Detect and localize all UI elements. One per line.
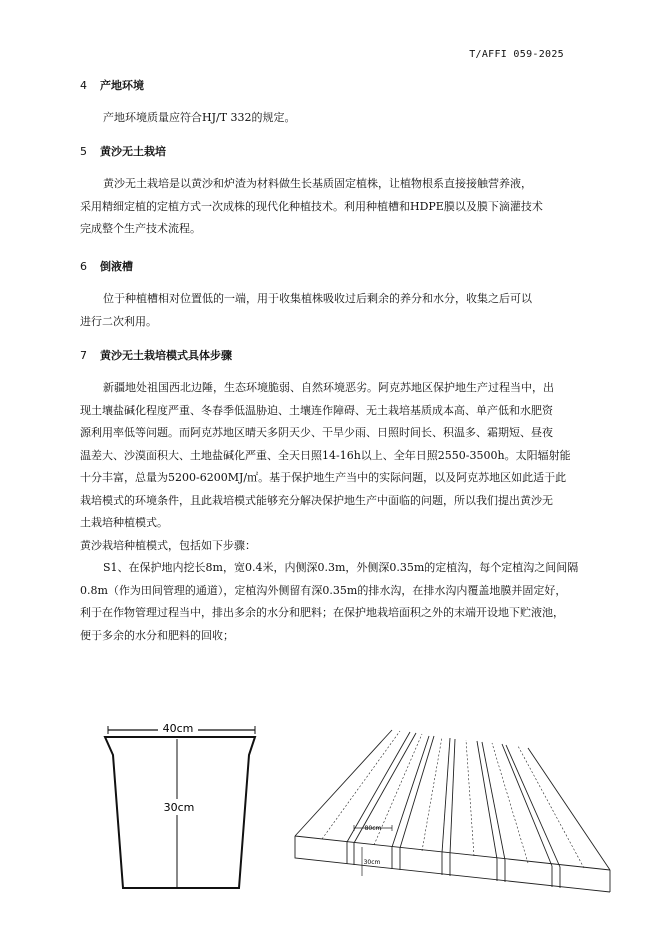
- steps-intro: 黄沙栽培种植模式，包括如下步骤：: [80, 538, 256, 552]
- step-s1: S1、在保护地内挖长8m，宽0.4米，内侧深0.3m，外侧深0.35m的定植沟，每个定植沟之间间隔: [103, 561, 579, 574]
- section-4-heading: 4 产地环境: [80, 79, 144, 92]
- section-5-text: 黄沙无土栽培是以黄沙和炉渣为材料做生长基质固定植株，让植物根系直接接触营养液， 采用精细定植的定植方式一次成株的现代化种植技术。利用种植槽和HDPE膜以及膜下滴灌技术 完成整个生产技术流程。: [80, 177, 543, 235]
- section-6-text: 位于种植槽相对位置低的一端，用于收集植株吸收过后剩余的养分和水分，收集之后可以 进行二次利用。: [80, 292, 532, 328]
- section-4-text: 产地环境质量应符合HJ/T 332的规定。: [103, 111, 296, 124]
- planting-trench-perspective-figure: [292, 726, 614, 896]
- trench-gap-label: 80cm: [364, 825, 382, 832]
- section-5-heading: 5 黄沙无土栽培: [80, 145, 166, 158]
- section-7-text: 新疆地处祖国西北边陲，生态环境脆弱、自然环境恶劣。阿克苏地区保护地生产过程当中，出 现土壤盐碱化程度严重、冬春季低温胁迫、土壤连作障碍、无土栽培基质成本高、单产低和水肥资 源利用率低等问题。而阿克苏地区晴天多阴天少、干旱少雨、日照时间长、积温多、霜期短、昼夜 温差大、沙漠面积大、土地盐碱化严重、全天日照14-16h以上、全年日照2550-3500h。太阳辐射能 十分丰富，总量为5200-6200MJ/㎡。基于保护地生产当中的实际问题，以及阿克苏地区如此适于此 栽培模式的环境条件，且此栽培模式能够充分解决保护地生产中面临的问题，所以我们提出黄沙无 土栽培种植模式。 黄沙栽培种植模式，包括如下步骤： S1、在保护地内挖长8m，宽0.4米，内侧深0.3m，外侧深0.35m的定植沟，每个定植沟之间间隔 0.8m（作为田间管理的通道），定植沟外侧留有深0.35m的排水沟，在排水沟内覆盖地膜并固定好， 利于在作物管理过程当中，排出多余的水分和肥料；在保护地栽培面积之外的末端开设地下贮液池， 便于多余的水分和肥料的回收；: [80, 377, 588, 647]
- section-7-heading: 7 黄沙无土栽培模式具体步骤: [80, 349, 232, 362]
- trench-cross-section-figure: [100, 713, 260, 893]
- trench-width-label: 40cm: [162, 722, 194, 735]
- section-6-heading: 6 倒液槽: [80, 260, 133, 273]
- trench-depth-label: 30cm: [163, 801, 195, 814]
- trench-block-depth-label: 30cm: [363, 859, 381, 866]
- standard-code: T/AFFI 059-2025: [469, 49, 564, 60]
